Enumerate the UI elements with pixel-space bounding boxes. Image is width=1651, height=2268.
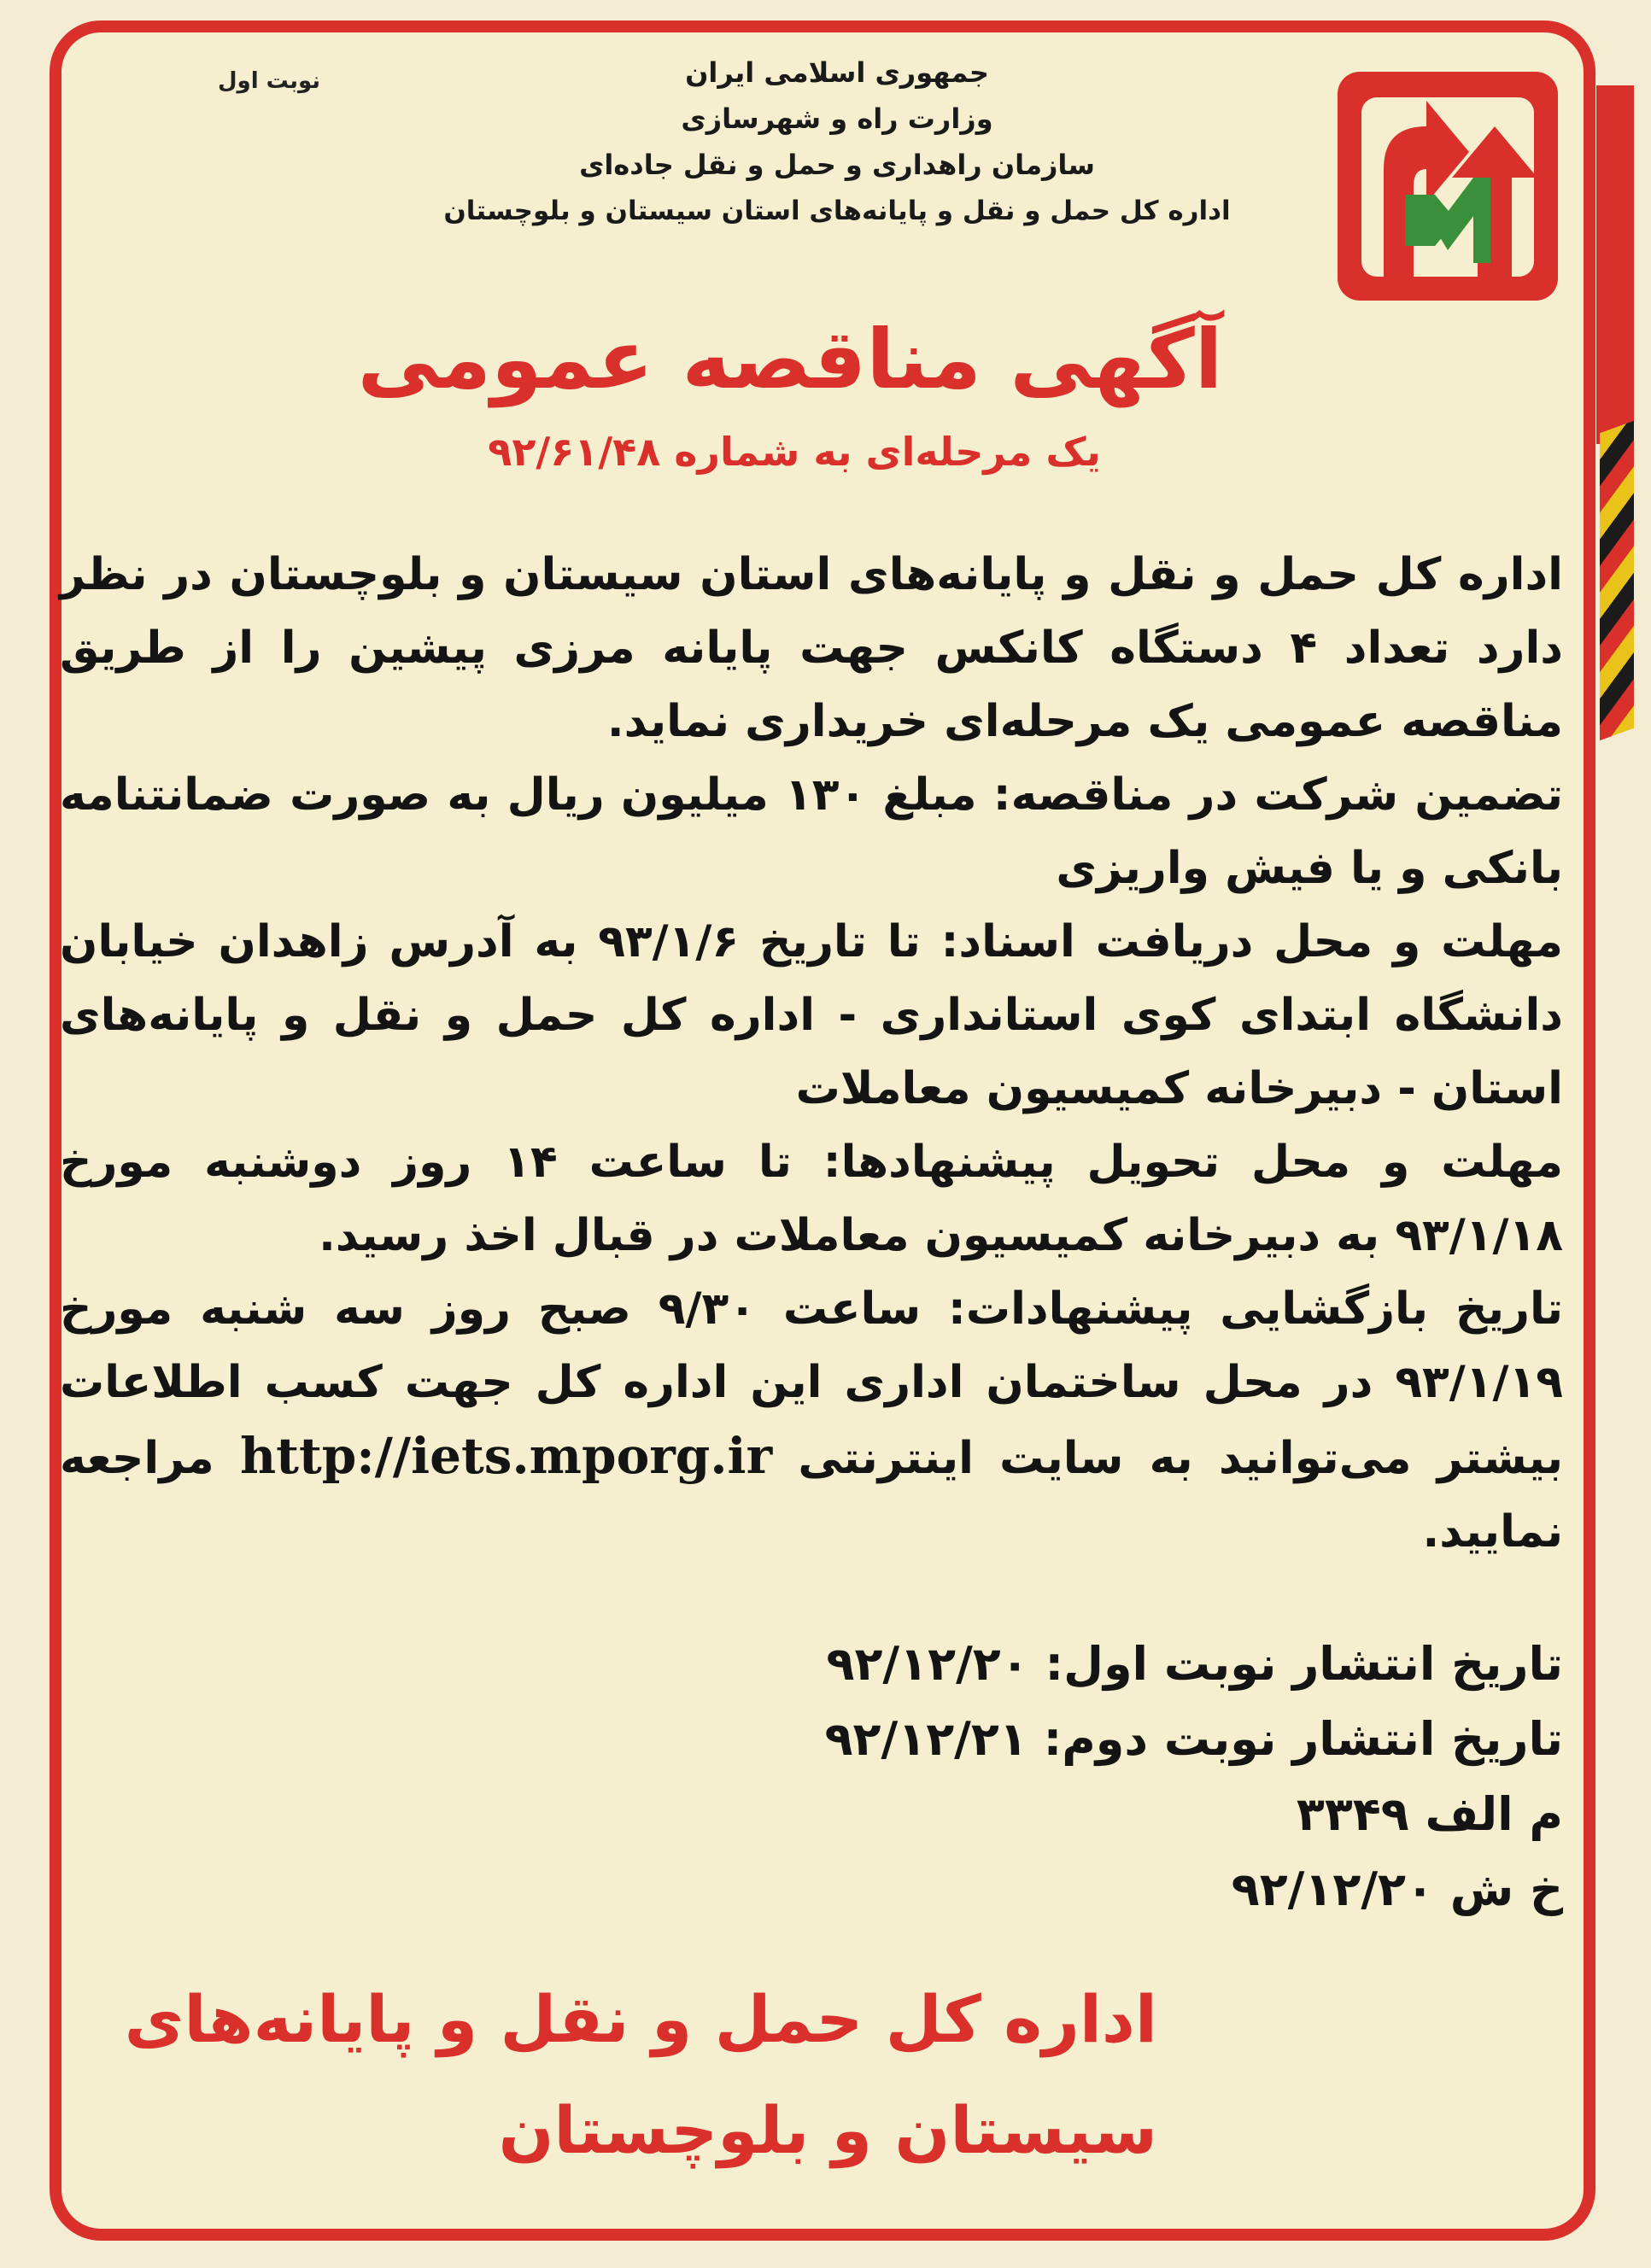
notice-body xyxy=(60,538,1563,1569)
footer-line-2: سیستان و بلوچستان xyxy=(498,2092,1157,2168)
header-line-country: جمهوری اسلامی ایران xyxy=(685,56,989,89)
body-paragraph-opening xyxy=(60,1272,1563,1569)
footer-signature xyxy=(47,1964,1157,2186)
decorative-stripes xyxy=(1600,421,1634,741)
issuer-header xyxy=(410,50,1264,234)
second-publish-date: تاریخ انتشار نوبت دوم: ۹۲/۱۲/۲۱ xyxy=(824,1712,1563,1766)
decorative-red-band xyxy=(1596,85,1634,444)
header-line-department: اداره کل حمل و نقل و پایانه‌های استان سیستان و بلوچستان xyxy=(443,196,1231,226)
header-line-ministry: وزارت راه و شهرسازی xyxy=(681,102,993,135)
first-publish-date: تاریخ انتشار نوبت اول: ۹۲/۱۲/۲۰ xyxy=(826,1637,1563,1691)
opening-text: تاریخ بازگشایی پیشنهادات: ساعت ۹/۳۰ صبح روز سه شنبه مورخ ۹۳/۱/۱۹ در محل ساختمان اداری این اداره کل جهت کسب اطلاعات بیشتر می‌توانید به سایت اینترنتی xyxy=(60,1283,1563,1484)
footer-line-1: اداره کل حمل و نقل و پایانه‌های xyxy=(124,1981,1157,2057)
notice-title: آگهی مناقصه عمومی xyxy=(357,312,1223,407)
body-paragraph-guarantee: تضمین شرکت در مناقصه: مبلغ ۱۳۰ میلیون ریال به صورت ضمانتنامه بانکی و یا فیش واریزی xyxy=(60,769,1563,894)
road-transport-logo-icon xyxy=(1332,67,1563,306)
body-paragraph-documents: مهلت و محل دریافت اسناد: تا تاریخ ۹۳/۱/۶ به آدرس زاهدان خیابان دانشگاه ابتدای کوی استانداری - اداره کل حمل و نقل و پایانه‌های استان - دبیرخانه کمیسیون معاملات xyxy=(60,916,1563,1114)
notice-subtitle: یک مرحله‌ای به شماره ۹۲/۶۱/۴۸ xyxy=(488,429,1101,475)
notice-turn-label: نوبت اول xyxy=(218,68,321,94)
body-paragraph-submission: مهلت و محل تحویل پیشنهادها: تا ساعت ۱۴ روز دوشنبه مورخ ۹۳/۱/۱۸ به دبیرخانه کمیسیون معاملات در قبال اخذ رسید. xyxy=(60,1137,1563,1261)
body-paragraph-intro: اداره کل حمل و نقل و پایانه‌های استان سیستان و بلوچستان در نظر دارد تعداد ۴ دستگاه کانکس جهت پایانه مرزی پیشین را از طریق مناقصه عمومی یک مرحله‌ای خریداری نماید. xyxy=(60,549,1563,747)
reference-code-a: م الف ۳۳۴۹ xyxy=(1296,1787,1563,1841)
header-line-organization: سازمان راهداری و حمل و نقل جاده‌ای xyxy=(579,149,1095,181)
website-link[interactable]: http://iets.mporg.ir xyxy=(239,1427,773,1485)
publication-info xyxy=(735,1627,1563,1927)
opening-text-end: مراجعه نمایید. xyxy=(60,1433,1563,1558)
reference-code-b: خ ش ۹۲/۱۲/۲۰ xyxy=(1231,1862,1563,1916)
